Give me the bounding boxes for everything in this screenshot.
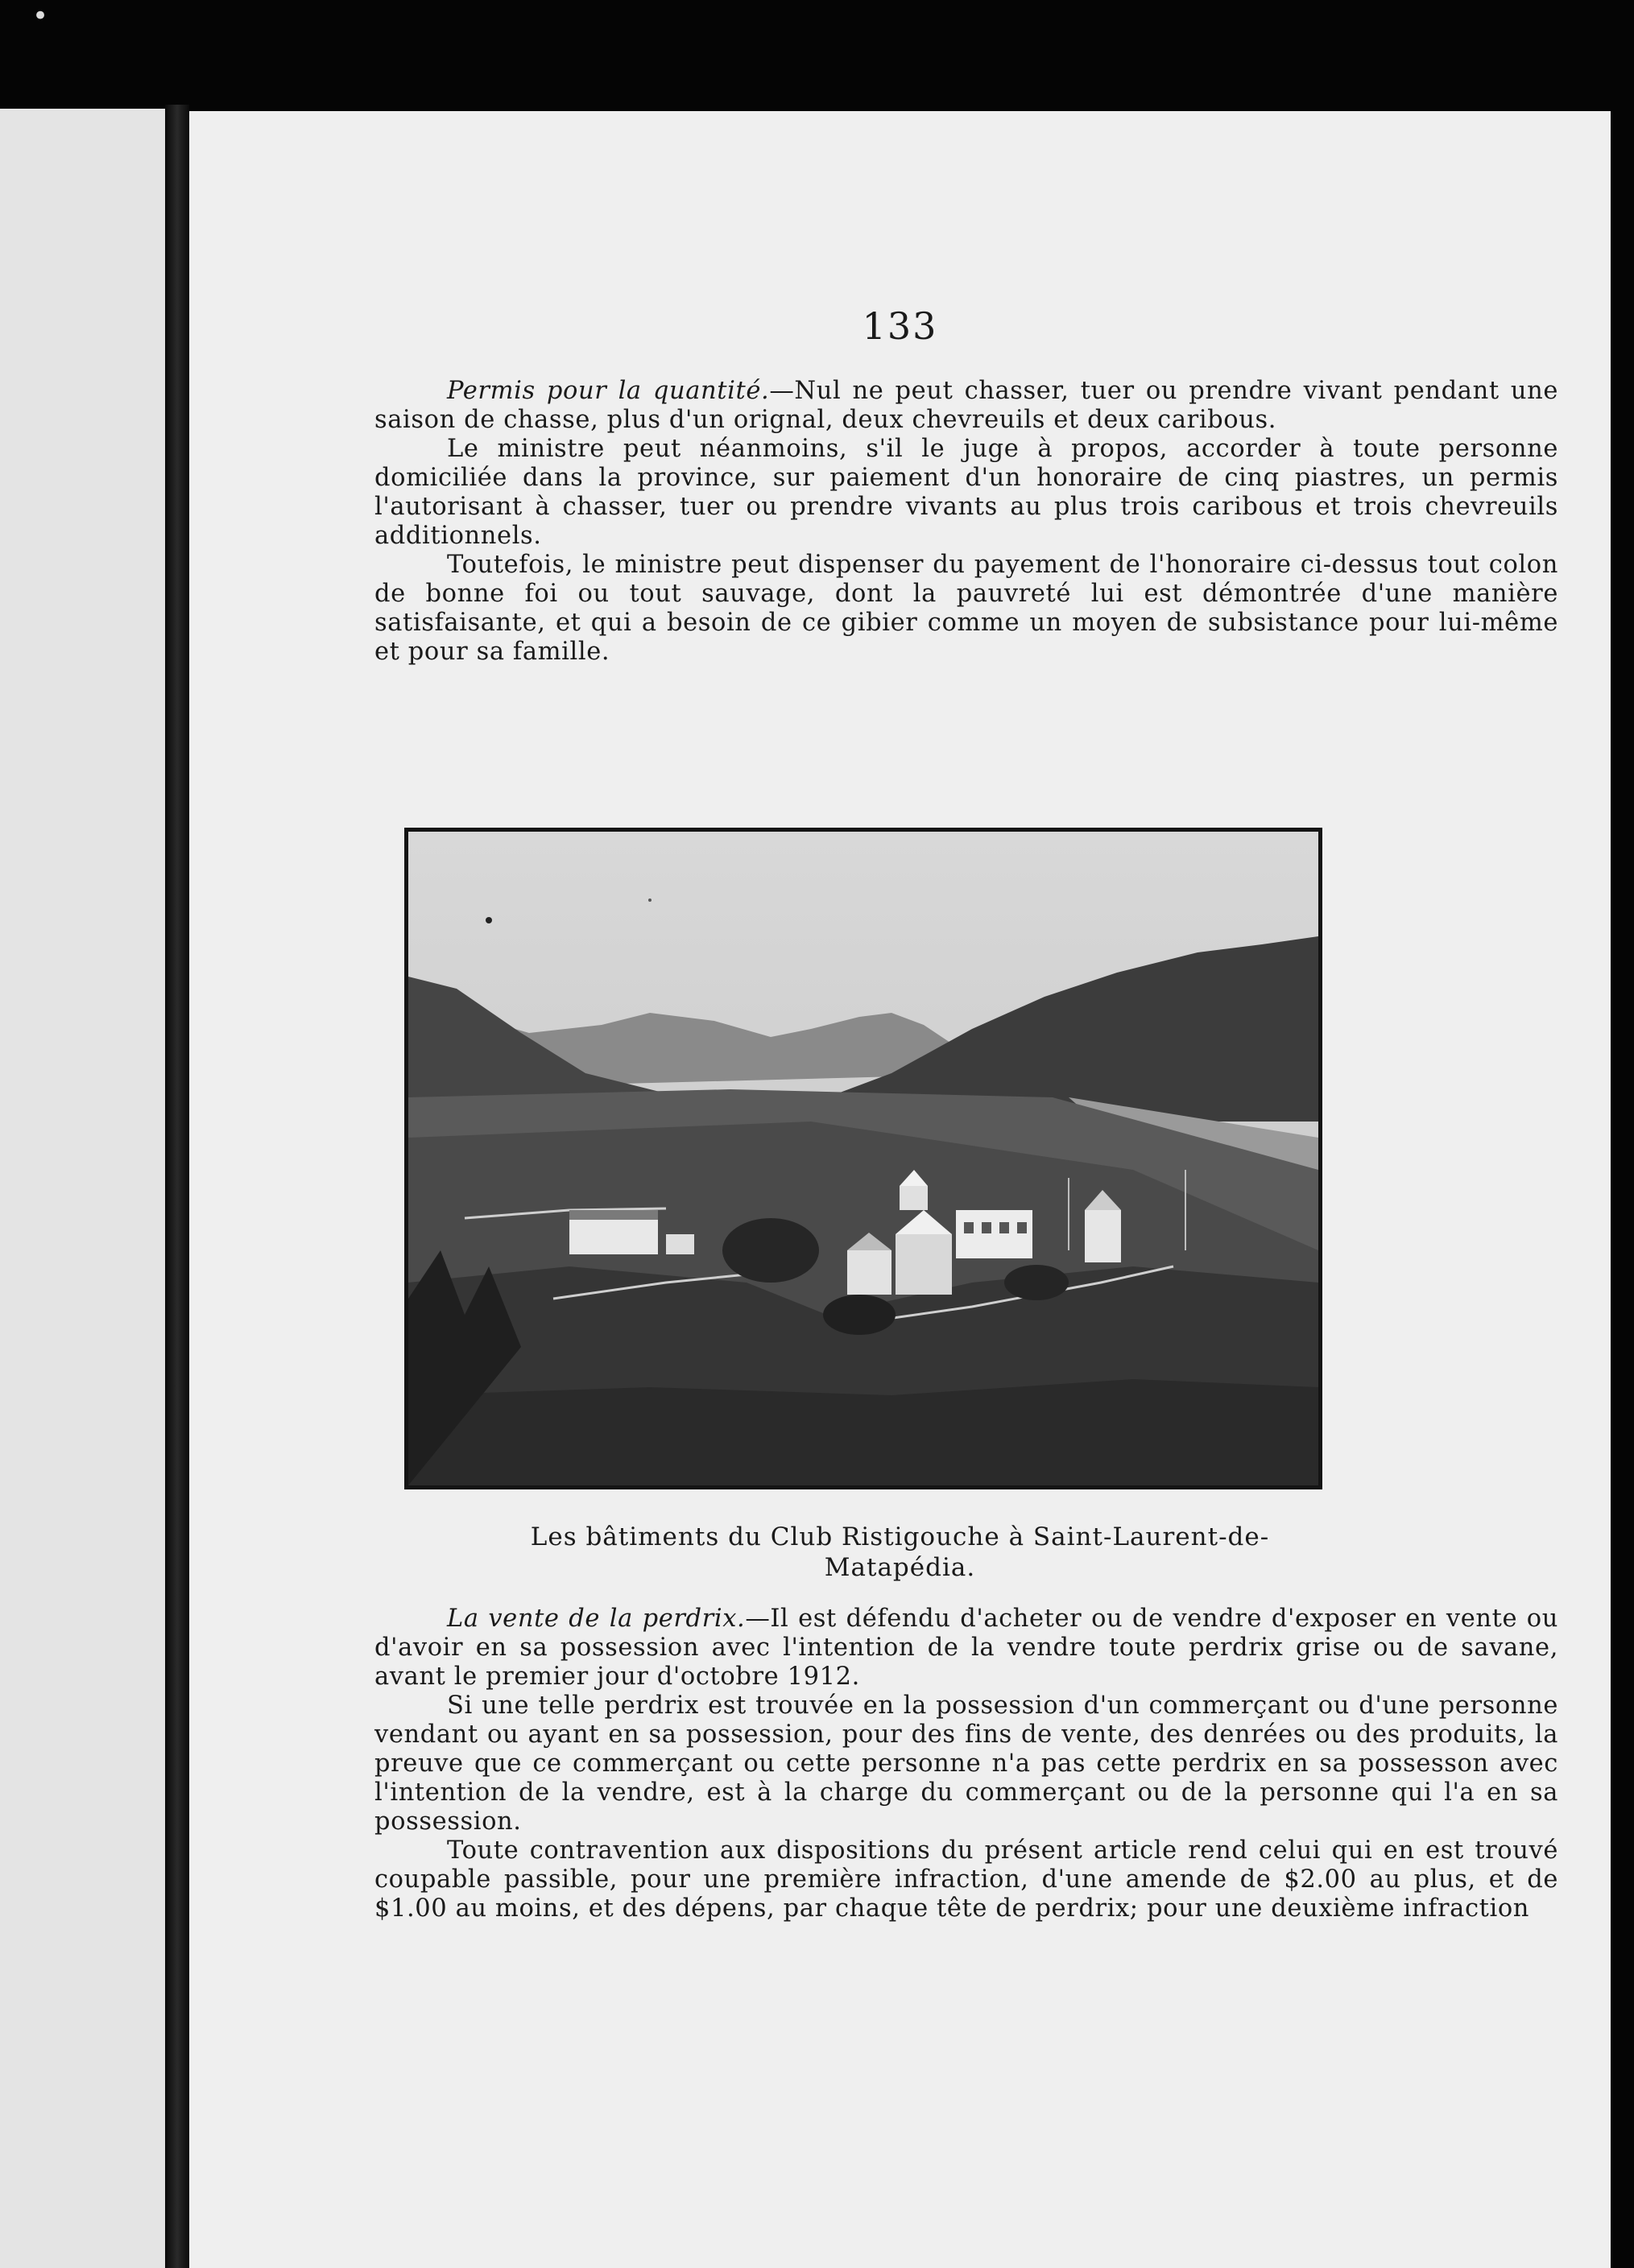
photograph-club-buildings (404, 828, 1322, 1489)
scan-speck: • (32, 0, 49, 32)
section-heading: La vente de la perdrix. (447, 1605, 746, 1633)
paragraph (374, 551, 1558, 667)
caption-line: Matapédia. (824, 1553, 976, 1582)
paragraph (374, 435, 1558, 551)
text-block-hunting-permits (374, 377, 1558, 667)
paragraph (374, 1836, 1558, 1923)
text-block-partridge-sale (374, 1605, 1558, 1923)
book-spine (165, 105, 189, 2268)
paragraph-text: —Nul ne peut chasser, tuer ou prendre vivant pendant une saison de chasse, plus d'un orignal, deux chevreuils et deux caribous. (374, 377, 1559, 434)
photo-caption (189, 1522, 1611, 1583)
paragraph-text: —Il est défendu d'acheter ou de vendre d'exposer en vente ou d'avoir en sa possession avec l'intention de la vendre toute perdrix grise ou de savane, avant le premier jour d'octobre 1912. (374, 1605, 1559, 1691)
paragraph-text: Toute contravention aux dispositions du présent article rend celui qui en est trouvé coupable passible, pour une première infraction, d'une amende de $2.00 au plus, et de $1.00 au moins, et des dépens, par chaque tête de perdrix; pour une deuxième infraction (374, 1836, 1558, 1923)
caption-line: Les bâtiments du Club Ristigouche à Saint-Laurent-de- (530, 1522, 1270, 1551)
section-heading: Permis pour la quantité. (447, 377, 770, 405)
paragraph-text: Toutefois, le ministre peut dispenser du payement de l'honoraire ci-dessus tout colon de bonne foi ou tout sauvage, dont la pauvreté lui est démontrée d'une manière satisfaisante, et qui a besoin de ce gibier comme un moyen de subsistance pour lui-même et pour sa famille. (374, 551, 1558, 666)
paragraph-text: Si une telle perdrix est trouvée en la possession d'un commerçant ou d'une personne vendant ou ayant en sa possession, pour des fins de vente, des denrées ou des produits, la preuve que ce commerçant ou cette personne n'a pas cette perdrix en sa possesson avec l'intention de la vendre, est à la charge du commerçant ou de la personne qui l'a en sa possession. (374, 1692, 1558, 1836)
paragraph (374, 1605, 1558, 1692)
paragraph (374, 377, 1558, 435)
paragraph (374, 1692, 1558, 1836)
paragraph-text: Le ministre peut néanmoins, s'il le juge à propos, accorder à toute personne domiciliée dans la province, sur paiement d'un honoraire de cinq piastres, un permis l'autorisant à chasser, tuer ou prendre vivants au plus trois caribous et trois chevreuils additionnels. (374, 435, 1558, 550)
photo-illustration (408, 832, 1318, 1485)
book-page (189, 111, 1611, 2268)
page-number: 133 (862, 304, 938, 348)
facing-page-edge (0, 109, 165, 2268)
